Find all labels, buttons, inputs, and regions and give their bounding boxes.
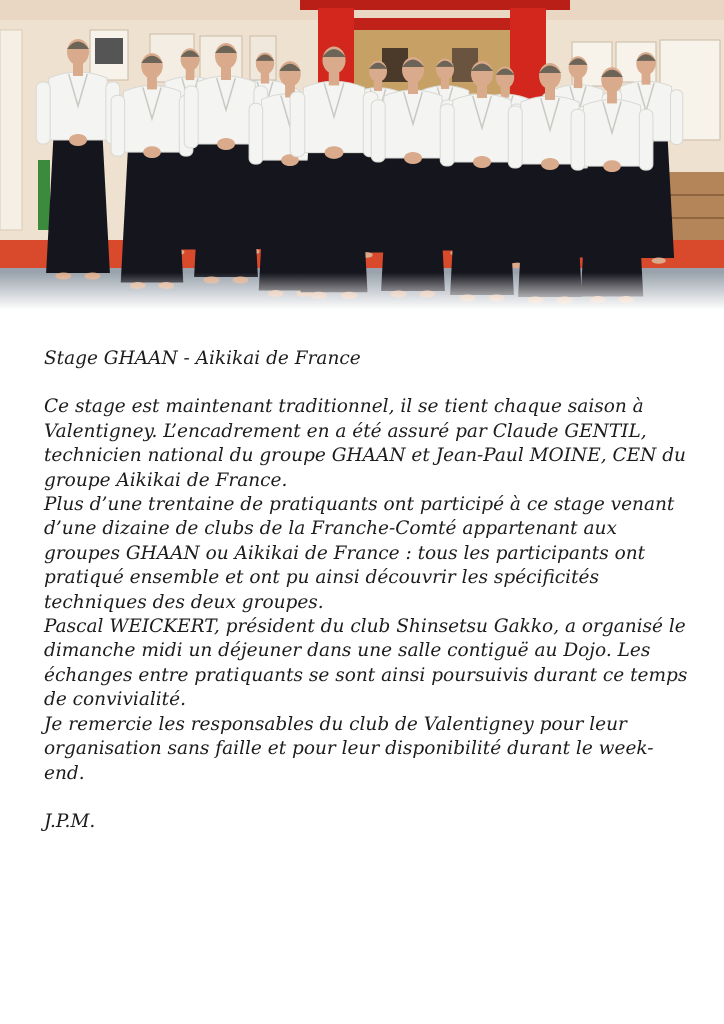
article [44,347,689,834]
article-title: Stage GHAAN - Aikikai de France [44,348,361,369]
group-photo-illustration [0,0,724,310]
article-paragraph: Plus d’une trentaine de pratiquants ont participé à ce stage venant d’une dizaine de clubs de la Franche-Comté appartenant aux groupes GHAAN ou Aikikai de France : tous les participants ont pratiqué ensemble et ont pu ainsi découvrir les spécificités techniques des deux groupes. [44,494,675,613]
group-photo [0,0,724,310]
article-paragraph: Ce stage est maintenant traditionnel, il se tient chaque saison à Valentigney. L’encadrement en a été assuré par Claude GENTIL, technicien national du groupe GHAAN et Jean-Paul MOINE, CEN du groupe Aikikai de France. [44,396,686,491]
article-paragraph: Pascal WEICKERT, président du club Shinsetsu Gakko, a organisé le dimanche midi un déjeuner dans une salle contiguë au Dojo. Les échanges entre pratiquants se sont ainsi poursuivis durant ce temps de convivialité. [44,616,688,711]
green-door-frame [38,160,50,230]
article-paragraph: Je remercie les responsables du club de Valentigney pour leur organisation sans faille et pour leur disponibilité durant le week-end. [44,713,654,784]
article-signature: J.P.M. [44,810,96,832]
wooden-shelf [668,172,724,242]
